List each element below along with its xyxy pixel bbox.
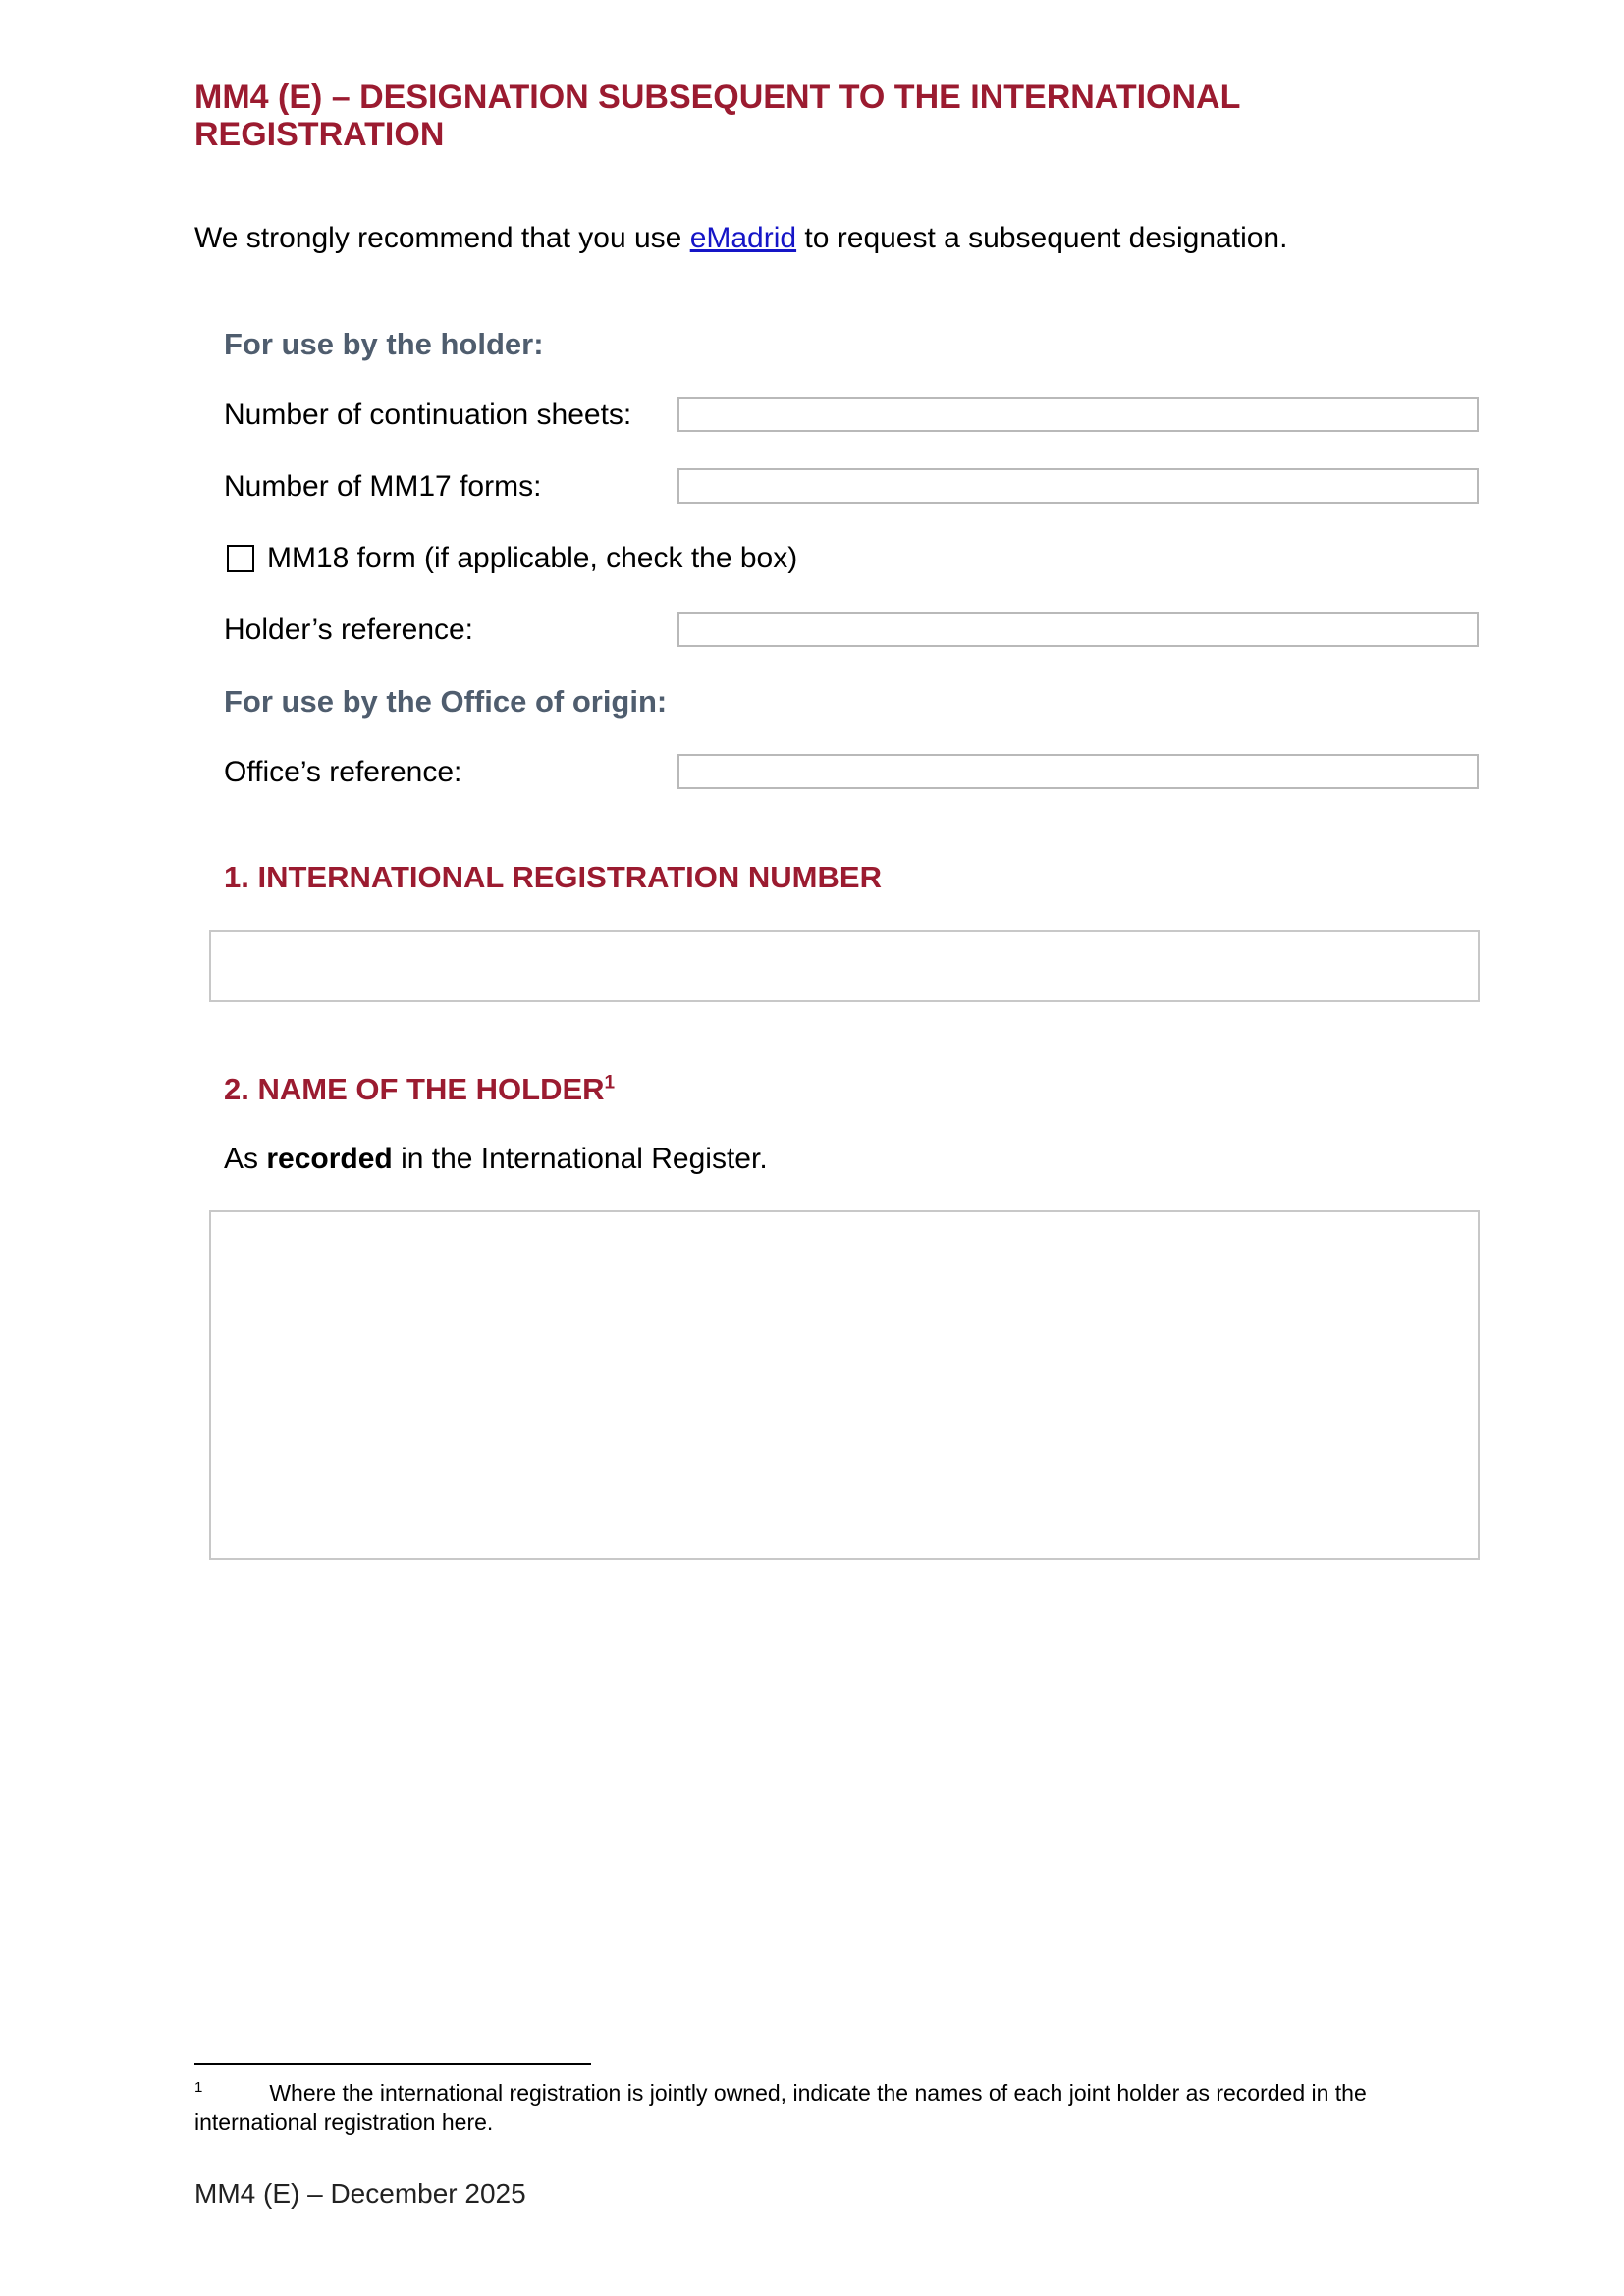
form-title: MM4 (E) – DESIGNATION SUBSEQUENT TO THE INTERNATIONAL REGISTRATION xyxy=(194,79,1240,153)
footnote-reference[interactable]: 1 xyxy=(604,1072,616,1094)
intro-text-before: We strongly recommend that you use xyxy=(194,222,690,254)
mm17-forms-label: Number of MM17 forms: xyxy=(224,470,542,503)
holder-use-heading: For use by the holder: xyxy=(224,327,544,361)
office-reference-label: Office’s reference: xyxy=(224,756,462,788)
continuation-sheets-field[interactable] xyxy=(677,397,1479,432)
section-2-instruction xyxy=(224,1142,768,1177)
intro-text xyxy=(194,221,1287,256)
section-2-heading xyxy=(224,1072,615,1107)
holder-reference-field[interactable] xyxy=(677,612,1479,647)
office-reference-field[interactable] xyxy=(677,754,1479,789)
section-1-heading: 1. INTERNATIONAL REGISTRATION NUMBER xyxy=(224,860,882,894)
holder-name-field[interactable] xyxy=(209,1210,1480,1560)
footnote-marker: 1 xyxy=(194,2079,203,2097)
office-use-heading: For use by the Office of origin: xyxy=(224,684,668,719)
mm17-forms-field[interactable] xyxy=(677,468,1479,504)
instruction-before: As xyxy=(224,1143,267,1175)
page-footer: MM4 (E) – December 2025 xyxy=(194,2178,526,2209)
section-2-heading-text: 2. NAME OF THE HOLDER xyxy=(224,1072,605,1106)
footnote-text: Where the international registration is jointly owned, indicate the names of each joint holder as recorded in the international registration here. xyxy=(194,2080,1367,2135)
emadrid-link[interactable]: eMadrid xyxy=(689,222,797,254)
footnote-separator xyxy=(194,2063,591,2065)
footnote xyxy=(194,2078,1471,2137)
continuation-sheets-label: Number of continuation sheets: xyxy=(224,399,632,431)
mm18-label: MM18 form (if applicable, check the box) xyxy=(267,542,798,574)
instruction-after: in the International Register. xyxy=(392,1143,768,1175)
intro-text-after: to request a subsequent designation. xyxy=(796,222,1288,254)
holder-reference-label: Holder’s reference: xyxy=(224,614,474,646)
registration-number-field[interactable] xyxy=(209,930,1480,1002)
mm18-checkbox[interactable] xyxy=(227,545,254,572)
instruction-bold: recorded xyxy=(266,1143,393,1175)
